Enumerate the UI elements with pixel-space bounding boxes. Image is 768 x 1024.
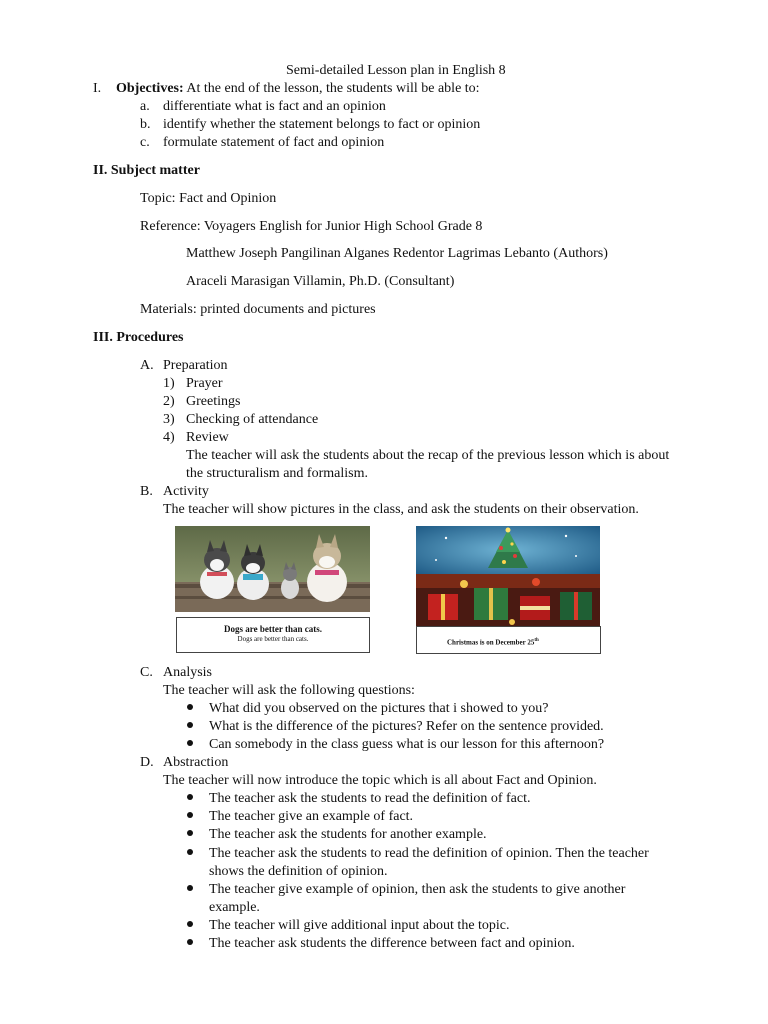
analysis-label: Analysis xyxy=(163,665,212,680)
abstraction-item-5-cont: example. xyxy=(209,900,260,915)
bullet-icon xyxy=(187,830,193,836)
analysis-question-2: What is the difference of the pictures? Refer on the sentence provided. xyxy=(209,719,604,734)
christmas-tree-illustration xyxy=(416,526,600,574)
bullet-icon xyxy=(187,939,193,945)
objective-item-c: formulate statement of fact and opinion xyxy=(163,135,385,150)
activity-label: Activity xyxy=(163,484,209,499)
reference-line: Reference: Voyagers English for Junior High School Grade 8 xyxy=(140,219,483,234)
objective-item-a: differentiate what is fact and an opinion xyxy=(163,99,386,114)
document-title: Semi-detailed Lesson plan in English 8 xyxy=(286,63,506,78)
dogs-illustration xyxy=(175,526,370,612)
review-text-line-1: The teacher will ask the students about the recap of the previous lesson which is about xyxy=(186,448,670,463)
christmas-caption-text xyxy=(447,636,600,647)
step-greetings: Greetings xyxy=(186,394,241,409)
christmas-caption xyxy=(416,626,601,654)
bullet-icon xyxy=(187,921,193,927)
materials-line: Materials: printed documents and pictures xyxy=(140,302,376,317)
bullet-icon xyxy=(187,722,193,728)
objective-marker-c: c. xyxy=(140,135,150,150)
dogs-caption-sub: Dogs are better than cats. xyxy=(237,635,309,643)
bullet-icon xyxy=(187,885,193,891)
review-text-line-2: the structuralism and formalism. xyxy=(186,466,368,481)
bullet-icon xyxy=(187,812,193,818)
abstraction-intro: The teacher will now introduce the topic which is all about Fact and Opinion. xyxy=(163,773,597,788)
christmas-tree-picture xyxy=(416,526,600,574)
step-attendance: Checking of attendance xyxy=(186,412,319,427)
christmas-gifts-illustration xyxy=(416,574,600,626)
bullet-icon xyxy=(187,704,193,710)
analysis-question-1: What did you observed on the pictures that i showed to you? xyxy=(209,701,549,716)
bullet-icon xyxy=(187,849,193,855)
step-review: Review xyxy=(186,430,229,445)
christmas-caption-sup: th xyxy=(534,638,539,643)
step-marker-1: 1) xyxy=(163,376,175,391)
activity-marker: B. xyxy=(140,484,153,499)
bullet-icon xyxy=(187,794,193,800)
objectives-numeral: I. xyxy=(93,81,102,96)
analysis-question-3: Can somebody in the class guess what is our lesson for this afternoon? xyxy=(209,737,605,752)
activity-text: The teacher will show pictures in the class, and ask the students on their observation. xyxy=(163,502,639,517)
abstraction-item-1: The teacher ask the students to read the definition of fact. xyxy=(209,791,531,806)
objectives-intro: At the end of the lesson, the students will be able to: xyxy=(186,81,480,96)
abstraction-marker: D. xyxy=(140,755,154,770)
bullet-icon xyxy=(187,740,193,746)
analysis-intro: The teacher will ask the following questions: xyxy=(163,683,415,698)
objectives-heading xyxy=(116,80,480,98)
abstraction-item-2: The teacher give an example of fact. xyxy=(209,809,414,824)
objective-marker-b: b. xyxy=(140,117,151,132)
preparation-label: Preparation xyxy=(163,358,228,373)
procedures-heading: III. Procedures xyxy=(93,330,184,345)
step-marker-3: 3) xyxy=(163,412,175,427)
abstraction-item-7: The teacher ask students the difference between fact and opinion. xyxy=(209,936,575,951)
step-prayer: Prayer xyxy=(186,376,223,391)
abstraction-item-3: The teacher ask the students for another example. xyxy=(209,827,487,842)
authors-line: Matthew Joseph Pangilinan Alganes Redentor Lagrimas Lebanto (Authors) xyxy=(186,246,608,261)
topic-line: Topic: Fact and Opinion xyxy=(140,191,277,206)
abstraction-item-4-cont: shows the definition of opinion. xyxy=(209,864,388,879)
dogs-picture xyxy=(175,526,370,612)
step-marker-2: 2) xyxy=(163,394,175,409)
dogs-caption xyxy=(176,617,370,653)
objective-marker-a: a. xyxy=(140,99,150,114)
subject-matter-heading: II. Subject matter xyxy=(93,163,200,178)
preparation-marker: A. xyxy=(140,358,154,373)
step-marker-4: 4) xyxy=(163,430,175,445)
abstraction-item-4: The teacher ask the students to read the definition of opinion. Then the teacher xyxy=(209,846,649,861)
christmas-caption-main: Christmas is on December 25 xyxy=(447,638,535,647)
christmas-gifts-picture xyxy=(416,574,600,626)
objective-item-b: identify whether the statement belongs to fact or opinion xyxy=(163,117,481,132)
abstraction-item-5: The teacher give example of opinion, then ask the students to give another xyxy=(209,882,626,897)
analysis-marker: C. xyxy=(140,665,153,680)
abstraction-label: Abstraction xyxy=(163,755,229,770)
dogs-caption-main: Dogs are better than cats. xyxy=(224,624,322,634)
objectives-label: Objectives: xyxy=(116,81,184,96)
consultant-line: Araceli Marasigan Villamin, Ph.D. (Consultant) xyxy=(186,274,455,289)
abstraction-item-6: The teacher will give additional input about the topic. xyxy=(209,918,510,933)
